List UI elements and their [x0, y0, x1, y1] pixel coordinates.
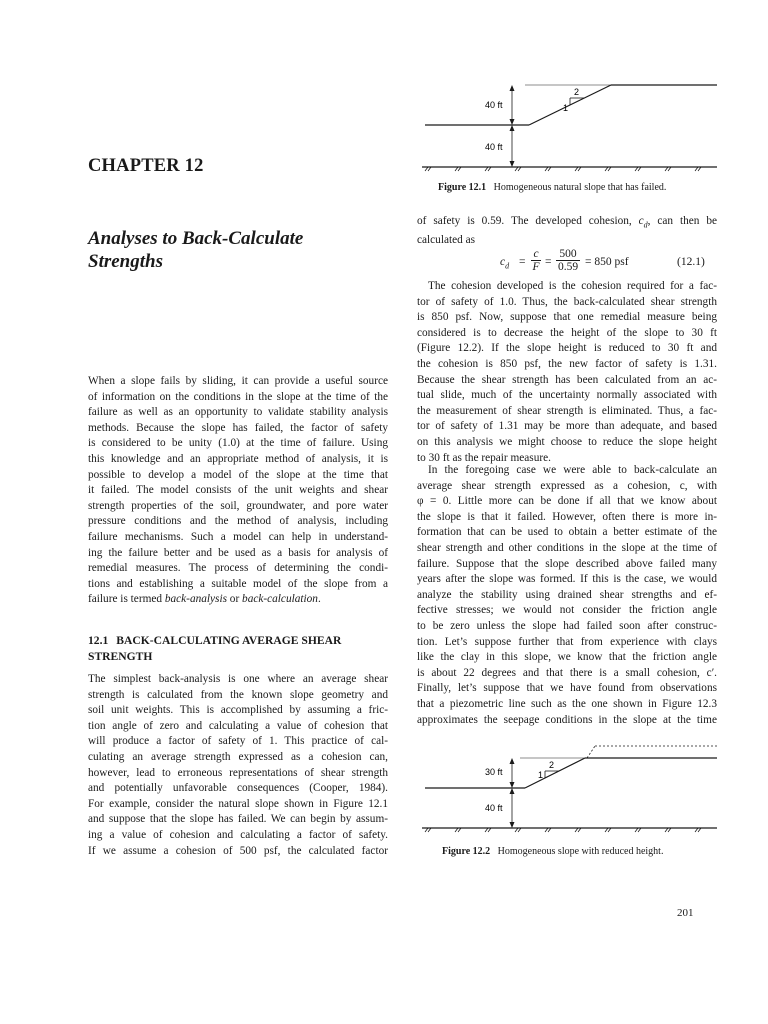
- section-paragraph: [88, 672, 388, 859]
- text-line: For example, consider the natural slope shown in Figure 12.1: [88, 797, 388, 810]
- fig2-height-upper-label: 30 ft: [485, 767, 503, 777]
- text-line: Finally, let’s suppose that we have found from observations: [417, 682, 717, 695]
- text-line: tor of safety of 1.0. Thus, the back-calculated shear strength: [417, 295, 717, 308]
- text-line: fective stresses; we would not consider the friction angle: [417, 604, 717, 617]
- text-line: average shear strength expressed as a cohesion, c, with: [417, 479, 717, 492]
- text-line: ing a value of cohesion and calculating a factor of safety.: [88, 828, 388, 841]
- text-line: pressure conditions and the method of analysis, including: [88, 515, 388, 528]
- fig1-ratio-v-label: 1: [563, 103, 569, 113]
- text-line: it failed. The model consists of the unit weights and shear: [88, 484, 388, 497]
- text-line: (Figure 12.2). If the slope height is reduced to 30 ft and: [417, 342, 717, 355]
- fig1-height-lower-label: 40 ft: [485, 142, 503, 152]
- text-line: analyze the stability using drained shear strengths and ef-: [417, 588, 717, 601]
- text-line: tion. Let’s suppose further that from experience with clays: [417, 635, 717, 648]
- text-line: ing the failure better and be used as a basis for analysis of: [88, 546, 388, 559]
- fig1-height-upper-label: 40 ft: [485, 100, 503, 110]
- chapter-title-line-2: Strengths: [88, 251, 163, 272]
- text-line: and potentially unfavorable consequences (Cooper, 1984).: [88, 782, 388, 795]
- text-line: shear strength and other conditions in the slope at the time of: [417, 541, 717, 554]
- paragraph-2: [417, 279, 717, 466]
- fig2-ratio-v-label: 1: [538, 770, 544, 780]
- text-line: failure. Suppose that the slope described above failed many: [417, 557, 717, 570]
- text-line: will produce a factor of safety of 1. This practice of cal-: [88, 735, 388, 748]
- text-line: is about 22 degrees and that there is a small cohesion, c′.: [417, 666, 717, 679]
- text-line: that a piezometric line such as the one shown in Figure 12.3: [417, 697, 717, 710]
- text-line: failure as well as an opportunity to validate stability analysis: [88, 406, 388, 419]
- text-line: approximates the seepage conditions in the slope at the time: [417, 713, 717, 726]
- text-line: culating an average strength expressed as a cohesion can,: [88, 750, 388, 763]
- text-line: φ = 0. Little more can be done if all that we know about: [417, 495, 717, 508]
- text-line: In the foregoing case we were able to back-calculate an: [428, 464, 717, 476]
- text-line: tions and establishing a suitable model of the slope from a: [88, 577, 388, 590]
- paragraph-3: [417, 463, 717, 728]
- text-line: The cohesion developed is the cohesion required for a fac-: [428, 280, 717, 292]
- text-line: the measurement of shear strength is eliminated. Thus, a fac-: [417, 404, 717, 417]
- fig1-ratio-h-label: 2: [574, 87, 580, 97]
- right-column-intro: [417, 214, 717, 248]
- text-line: to 30 ft as the repair measure.: [417, 451, 551, 464]
- text-line: like the clay in this slope, we know that the friction angle: [417, 651, 717, 664]
- text-line: possible to develop a model of the slope at the time that: [88, 468, 388, 481]
- text-line: The simplest back-analysis is one where an average shear: [88, 673, 388, 685]
- chapter-label: CHAPTER 12: [88, 156, 204, 176]
- figure-caption-text: Homogeneous natural slope that has failed.: [493, 182, 667, 193]
- eq-frac2: 500 0.59: [557, 248, 579, 273]
- text-line: tual slide, much of the uncertainty normally associated with: [417, 389, 717, 402]
- text-line: the cohesion is 850 psf, the new factor of safety is 1.31.: [417, 357, 717, 370]
- text-line: is considered to be unity (1.0) at the time of failure. Using: [88, 437, 388, 450]
- figure-12-1-caption: [438, 182, 666, 193]
- eq-frac1: c F: [532, 248, 540, 273]
- text-line: considered is to decrease the height of the slope to 30 ft: [417, 326, 717, 339]
- equation-12-1: $c_d$ = c F = 500 0.59 = 850 psf (12.1): [500, 248, 705, 273]
- text-line: formation that can be used to obtain a better estimate of the: [417, 526, 717, 539]
- figure-caption-text: Homogeneous slope with reduced height.: [497, 846, 664, 857]
- section-heading: [88, 633, 388, 665]
- text-line: and suppose that the slope has failed. We can begin by assum-: [88, 813, 388, 826]
- eq-lhs-sub: d: [505, 261, 510, 271]
- fig2-height-lower-label: 40 ft: [485, 803, 503, 813]
- section-title-line-2: STRENGTH: [88, 650, 153, 663]
- text-line: to be zero unless the slope had failed soon after construc-: [417, 619, 717, 632]
- text-line: methods. Because the slope has failed, the factor of safety: [88, 421, 388, 434]
- text-line: strength properties of the soil, groundwater, and pore water: [88, 499, 388, 512]
- figure-label: Figure 12.2: [442, 846, 491, 857]
- chapter-title-line-1: Analyses to Back-Calculate: [88, 228, 304, 249]
- text-line: years after the slope was formed. If this is the case, we would: [417, 573, 717, 586]
- page-number: 201: [677, 907, 694, 919]
- section-title-line-1: BACK-CALCULATING AVERAGE SHEAR: [116, 634, 342, 647]
- text-line: this knowledge and an appropriate method of analysis, it is: [88, 452, 388, 465]
- text-line: If we assume a cohesion of 500 psf, the calculated factor: [88, 844, 388, 857]
- fig1-base-hatching: [425, 167, 701, 171]
- fig2-ratio-h-label: 2: [549, 760, 555, 770]
- fig2-slope-line: [525, 758, 585, 788]
- text-line: tion angle of zero and calculating a value of cohesion that: [88, 719, 388, 732]
- text-line: Because the shear strength has been calculated from an ac-: [417, 373, 717, 386]
- text-line: of safety is 0.59. The developed cohesion, $c_d$, can then be: [417, 215, 717, 230]
- text-line: tor of safety of 1.31 may be more than adequate, and based: [417, 420, 717, 433]
- text-line: failure mechanisms. Such a model can help in understand-: [88, 530, 388, 543]
- intro-paragraph: [88, 374, 388, 608]
- text-line: soil unit weights. This is accomplished by assuming a fric-: [88, 704, 388, 717]
- eq-result: = 850 psf: [585, 256, 629, 268]
- text-line: on this analysis we might choose to reduce the slope height: [417, 435, 717, 448]
- text-line: is 850 psf. Now, suppose that one remedial measure being: [417, 311, 717, 324]
- text-line: strength is calculated from the known slope geometry and: [88, 688, 388, 701]
- figure-12-2-caption: [442, 846, 663, 857]
- figure-12-1: [417, 82, 717, 178]
- text-line: of information on the conditions in the slope at the time of the: [88, 390, 388, 403]
- text-line: calculated as: [417, 233, 476, 246]
- text-line: When a slope fails by sliding, it can provide a useful source: [88, 375, 388, 387]
- text-line: remedial measures. The process of determining the condi-: [88, 562, 388, 575]
- figure-12-2: [417, 744, 717, 836]
- text-line-last: failure is termed back-analysis or back-calculation.: [88, 593, 321, 606]
- figure-label: Figure 12.1: [438, 182, 487, 193]
- chapter-title: [88, 227, 378, 273]
- text-line: however, lead to erroneous representations of shear strength: [88, 766, 388, 779]
- eq-lhs: c: [500, 256, 506, 268]
- eq-number: (12.1): [677, 256, 705, 268]
- section-number: 12.1: [88, 634, 109, 647]
- text-line: the slope is that it failed. However, often there is more in-: [417, 510, 717, 523]
